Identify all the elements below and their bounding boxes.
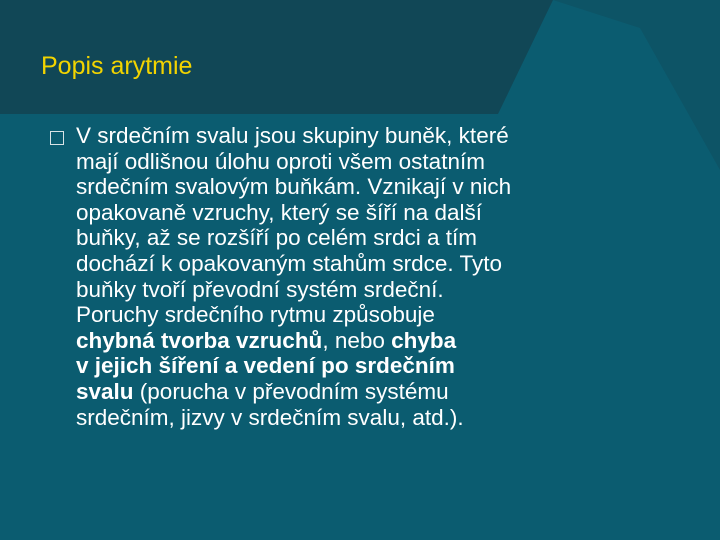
paragraph-line	[76, 353, 636, 379]
paragraph-line	[76, 379, 636, 405]
bold-text-segment: chyba	[391, 327, 457, 353]
paragraph-line	[76, 277, 636, 303]
text-segment: mají odlišnou úlohu oproti všem ostatním	[76, 148, 485, 174]
square-bullet-icon	[50, 131, 64, 145]
text-segment: opakovaně vzruchy, který se šíří na další	[76, 199, 483, 225]
paragraph-line	[76, 174, 636, 200]
text-segment: srdečním svalovým buňkám. Vznikají v nich	[76, 174, 512, 200]
bold-text-segment: chybná tvorba vzruchů	[76, 327, 323, 353]
slide-title: Popis arytmie	[41, 52, 193, 80]
text-segment: dochází k opakovaným stahům srdce. Tyto	[76, 250, 503, 276]
text-segment: Poruchy srdečního rytmu způsobuje	[76, 302, 435, 328]
paragraph-line	[76, 251, 636, 277]
paragraph-line	[76, 123, 636, 149]
bold-text-segment: v jejich šíření a vedení po srdečním	[76, 353, 455, 379]
paragraph-line	[76, 200, 636, 226]
text-segment: V srdečním svalu jsou skupiny buněk, které	[76, 123, 509, 148]
paragraph-line	[76, 149, 636, 175]
bold-text-segment: svalu	[76, 378, 134, 404]
text-segment: buňky tvoří převodní systém srdeční.	[76, 276, 444, 302]
paragraph-line	[76, 405, 636, 431]
bullet-paragraph	[76, 123, 636, 430]
text-segment: buňky, až se rozšíří po celém srdci a tím	[76, 225, 477, 251]
paragraph-line	[76, 225, 636, 251]
paragraph-line	[76, 302, 636, 328]
text-segment: srdečním, jizvy v srdečním svalu, atd.).	[76, 404, 464, 430]
text-segment: (porucha v převodním systému	[133, 378, 449, 404]
paragraph-line	[76, 328, 636, 354]
text-segment: , nebo	[322, 327, 392, 353]
